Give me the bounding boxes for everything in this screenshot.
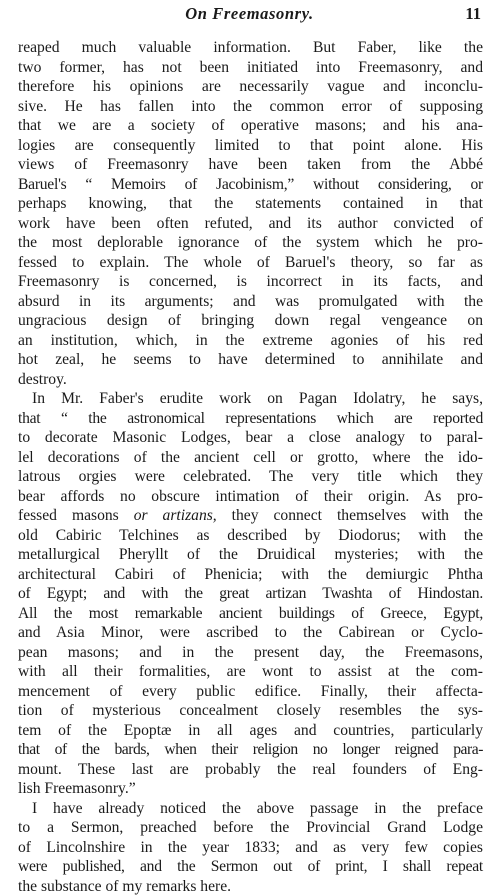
text-line: were published, and the Sermon out of print, I shall repeat xyxy=(18,857,483,877)
text-line: work have been often refuted, and its author convicted of xyxy=(18,214,483,234)
text-line: and Asia Minor, were ascribed to the Cabirean or Cyclo- xyxy=(18,623,483,643)
running-title: On Freemasonry. xyxy=(18,4,481,24)
text-line: pean masons; and in the present day, the Freemasons, xyxy=(18,643,483,663)
text-line: an institution, which, in the extreme agonies of his red xyxy=(18,331,483,351)
text-line: of Lincolnshire in the year 1833; and as very few copies xyxy=(18,838,483,858)
text-line: metallurgical Pheryllt of the Druidical mysteries; with the xyxy=(18,545,483,565)
text-line: In Mr. Faber's erudite work on Pagan Idolatry, he says, xyxy=(18,389,483,409)
page-number: 11 xyxy=(465,4,481,24)
text-line: All the most remarkable ancient buildings of Greece, Egypt, xyxy=(18,604,483,624)
text-line: destroy. xyxy=(18,370,483,390)
text-line: two former, has not been initiated into Freemasonry, and xyxy=(18,58,483,78)
text-line: perhaps knowing, that the statements contained in that xyxy=(18,194,483,214)
text-line: that we are a society of operative masons; and his ana- xyxy=(18,116,483,136)
text-line: that of the bards, when their religion no longer reigned para- xyxy=(18,740,483,760)
text-line: reaped much valuable information. But Faber, like the xyxy=(18,38,483,58)
text-line: to decorate Masonic Lodges, bear a close analogy to paral- xyxy=(18,428,483,448)
text-line: tion of mysterious concealment closely resembles the sys- xyxy=(18,701,483,721)
text-line xyxy=(18,506,483,526)
text-line: old Cabiric Telchines as described by Diodorus; with the xyxy=(18,526,483,546)
italic-phrase: or artizans, xyxy=(134,507,217,524)
text-line: fessed to explain. The whole of Baruel's theory, so far as xyxy=(18,253,483,273)
text-line: of Egypt; and with the great artizan Twashta of Hindostan. xyxy=(18,584,483,604)
text-line: latrous orgies were celebrated. The very title which they xyxy=(18,467,483,487)
text-line: lish Freemasonry.” xyxy=(18,779,483,799)
text-line: absurd in its arguments; and was promulgated with the xyxy=(18,292,483,312)
text-line: hot zeal, he seems to have determined to annihilate and xyxy=(18,350,483,370)
text-line: mencement of every public edifice. Finally, their affecta- xyxy=(18,682,483,702)
body-text xyxy=(18,38,483,896)
text-line: with all their formalities, are wont to assist at the com- xyxy=(18,662,483,682)
text-segment: they connect themselves with the xyxy=(217,507,483,524)
text-line: Freemasonry is concerned, is incorrect in its facts, and xyxy=(18,272,483,292)
text-line: the substance of my remarks here. xyxy=(18,877,483,896)
text-line: to a Sermon, preached before the Provincial Grand Lodge xyxy=(18,818,483,838)
text-line: ungracious design of bringing down regal vengeance on xyxy=(18,311,483,331)
page-header xyxy=(18,4,481,30)
text-line: views of Freemasonry have been taken from the Abbé xyxy=(18,155,483,175)
text-line: logies are consequently limited to that point alone. His xyxy=(18,136,483,156)
text-line: tem of the Epoptæ in all ages and countries, particularly xyxy=(18,721,483,741)
text-line: therefore his opinions are necessarily vague and inconclu- xyxy=(18,77,483,97)
text-line: architectural Cabiri of Phenicia; with the demiurgic Phtha xyxy=(18,565,483,585)
text-line: lel decorations of the ancient cell or grotto, where the ido- xyxy=(18,448,483,468)
text-line: bear affords no obscure intimation of their origin. As pro- xyxy=(18,487,483,507)
text-line: Baruel's “ Memoirs of Jacobinism,” without considering, or xyxy=(18,175,483,195)
text-line: I have already noticed the above passage in the preface xyxy=(18,799,483,819)
text-line: the most deplorable ignorance of the system which he pro- xyxy=(18,233,483,253)
text-segment: fessed masons xyxy=(18,507,134,524)
text-line: mount. These last are probably the real founders of Eng- xyxy=(18,760,483,780)
text-line: that “ the astronomical representations which are reported xyxy=(18,409,483,429)
text-line: sive. He has fallen into the common error of supposing xyxy=(18,97,483,117)
